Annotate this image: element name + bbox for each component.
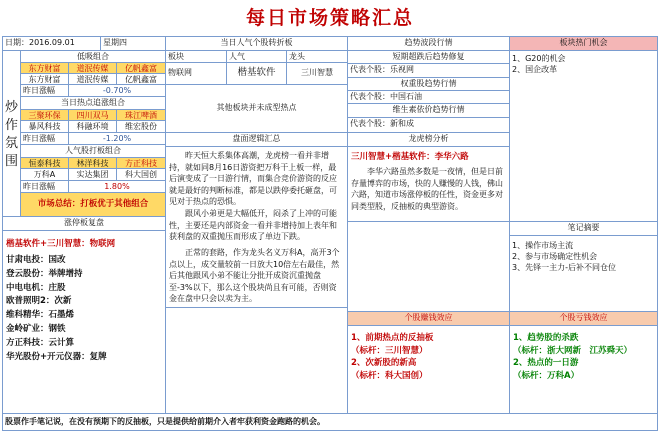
chase-1-3: 珠江啤酒 xyxy=(117,110,166,121)
trend-s3: 维生素依价趋势行情 xyxy=(348,104,510,118)
review-item: 甘肃电投：国改 xyxy=(6,255,66,265)
trend-s3-rep: 代表个股：新和成 xyxy=(348,118,510,133)
chase-2-2: 科融环境 xyxy=(69,121,117,133)
atmosphere-label: 炒作氛围 xyxy=(3,51,21,217)
notes-title: 笔记摘要 xyxy=(510,222,658,236)
low-buy-1-3: 亿帆鑫富 xyxy=(117,63,166,74)
review-item: 中电电机：庄股 xyxy=(6,282,66,293)
logic-paragraph-1: 昨天恒大系集体高潮，龙虎榜一看并非增持，就如同8月16日游资把万科干上板一样，最后演变成了一日游行情，而集合竞价游资的反应就是最好的判断标准，都是以跌停委托砸盘，可见对于热点的恐惧。 xyxy=(169,151,337,206)
logic-box xyxy=(166,147,348,308)
blank-area xyxy=(166,308,348,414)
dragon-title: 龙虎榜分析 xyxy=(348,133,510,147)
chase-2-3: 维宏股份 xyxy=(117,121,166,133)
trend-s1-rep: 代表个股：乐视网 xyxy=(348,64,510,78)
low-buy-2-3: 亿帆鑫富 xyxy=(117,74,166,85)
chase-change-label: 昨日涨幅 xyxy=(21,133,69,145)
loss-title: 个股亏钱效应 xyxy=(510,312,658,326)
board-1-2: 林洋科技 xyxy=(69,158,117,169)
popular-other: 其他板块并未成型热点 xyxy=(166,85,348,133)
hot-sector-item: 2、国企改革 xyxy=(512,65,558,74)
dragon-headline: 三川智慧+楷基软件：李华六路 xyxy=(351,152,469,162)
loss-item: （标杆：浙大网新 江苏舜天） xyxy=(513,345,633,356)
trend-header: 趋势波段行情 xyxy=(348,37,510,51)
gain-item: 1、前期热点的反抽板 xyxy=(351,333,434,343)
trend-s2-rep: 代表个股：中国石油 xyxy=(348,91,510,104)
hot-sector-header: 板块热门机会 xyxy=(510,37,658,51)
loss-item: 2、热点的一日游 xyxy=(513,358,579,368)
notes-item: 3、先铎一主力-后补不同仓位 xyxy=(512,263,616,272)
weekday-cell: 星期四 xyxy=(101,37,166,51)
review-item: 欧普照明2：次新 xyxy=(6,296,72,307)
notes-item: 2、参与市场确定性机会 xyxy=(512,252,598,261)
footer-quote: 股票作手笔记说，在没有预期下的反抽板，只是提供给前期介入者牢获利资金跑路的机会。 xyxy=(5,417,325,426)
logic-title: 盘面逻辑汇总 xyxy=(166,133,348,147)
popular-sector: 物联网 xyxy=(166,63,227,85)
low-buy-2-1: 东方财富 xyxy=(21,74,69,85)
board-change-label: 昨日涨幅 xyxy=(21,181,69,193)
loss-box xyxy=(510,326,658,414)
popular-col-leader: 龙头 xyxy=(287,51,348,63)
dragon-box xyxy=(348,147,510,222)
low-buy-title: 低吸组合 xyxy=(21,51,166,63)
popular-leader: 三川智慧 xyxy=(287,63,348,85)
logic-paragraph-3: 正常的套路，作为龙头名义万科A，高开3个点以上，成交量较前一日放大10倍左右最佳，然后其他跟风小弟不能让分批开成资沉重抛盘至-3%以下，那么这个股块尚且有可能，否则资金在盘中只会以卖为主。 xyxy=(169,248,340,303)
low-buy-1-1: 东方财富 xyxy=(21,63,69,74)
review-list xyxy=(6,254,164,364)
market-summary: 市场总结：打板优于其他组合 xyxy=(21,193,166,217)
review-title: 涨停板复盘 xyxy=(3,217,166,231)
popular-col-sector: 板块 xyxy=(166,51,227,63)
notes-blank xyxy=(348,222,510,312)
chase-2-1: 暴风科技 xyxy=(21,121,69,133)
dragon-body: 李华六路虽然多数是一夜情，但是日前存量博弈的市场，快的人赚慢的人钱，佛山六路，知道市场涨停板的任性，资金更多对同类型股，反抽板的典型游资。 xyxy=(351,167,503,211)
review-item: 方正科技：云计算 xyxy=(6,337,75,348)
loss-item: （标杆：万科A） xyxy=(513,370,580,381)
chase-title: 当日热点追涨组合 xyxy=(21,97,166,110)
notes-box xyxy=(510,236,658,312)
hot-sector-item: 1、G20的机会 xyxy=(512,54,566,63)
board-change: 1.80% xyxy=(69,181,166,193)
popular-hot: 楷基软件 xyxy=(227,63,287,85)
board-1-3: 方正科技 xyxy=(117,158,166,169)
logic-paragraph-2: 跟风小弟更是大幅低开，闷杀了上冲的可能性，主要还是内部资金一看并非增持加上表年和获利盘的双重抛压而形成了单边下跌。 xyxy=(169,209,337,241)
gain-item: （标杆：三川智慧） xyxy=(351,345,428,356)
notes-item: 1、操作市场主流 xyxy=(512,241,574,250)
board-title: 人气股打板组合 xyxy=(21,145,166,158)
review-box xyxy=(3,231,166,414)
review-item: 维科精华：石墨烯 xyxy=(6,310,75,321)
gain-title: 个股赚钱效应 xyxy=(348,312,510,326)
page-title: 每日市场策略汇总 xyxy=(245,7,414,29)
loss-item: 1、趋势股的杀跌 xyxy=(513,333,579,343)
gain-item: 2、次新股的新高 xyxy=(351,358,417,368)
trend-s1: 短期超跌后趋势修复 xyxy=(348,51,510,64)
trend-s2: 权重股趋势行情 xyxy=(348,78,510,91)
gain-item: （标杆：科大国创） xyxy=(351,370,428,381)
chase-1-1: 三聚环保 xyxy=(21,110,69,121)
board-1-1: 恒泰科技 xyxy=(21,158,69,169)
date-cell: 日期：2016.09.01 xyxy=(3,37,101,51)
hot-sector-box xyxy=(510,51,658,222)
review-headline: 楷基软件+三川智慧：物联网 xyxy=(6,239,116,249)
board-2-3: 科大国创 xyxy=(117,169,166,181)
review-item: 华光股份+开元仪器：复牌 xyxy=(6,351,107,362)
board-2-1: 万科A xyxy=(21,169,69,181)
review-item: 登云股份：举牌增持 xyxy=(6,268,83,279)
review-item: 金岭矿业：钢铁 xyxy=(6,323,66,334)
popular-col-hot: 人气 xyxy=(227,51,287,63)
low-buy-1-2: 道泯传媒 xyxy=(69,63,117,74)
low-buy-change-label: 昨日涨幅 xyxy=(21,85,69,97)
low-buy-change: -0.70% xyxy=(69,85,166,97)
loss-list xyxy=(513,332,655,382)
low-buy-2-2: 道泯传媒 xyxy=(69,74,117,85)
gain-list xyxy=(351,332,507,382)
chase-change: -1.20% xyxy=(69,133,166,145)
chase-1-2: 四川双马 xyxy=(69,110,117,121)
popular-header: 当日人气个股转折板 xyxy=(166,37,348,51)
board-2-2: 实达集团 xyxy=(69,169,117,181)
gain-box xyxy=(348,326,510,414)
